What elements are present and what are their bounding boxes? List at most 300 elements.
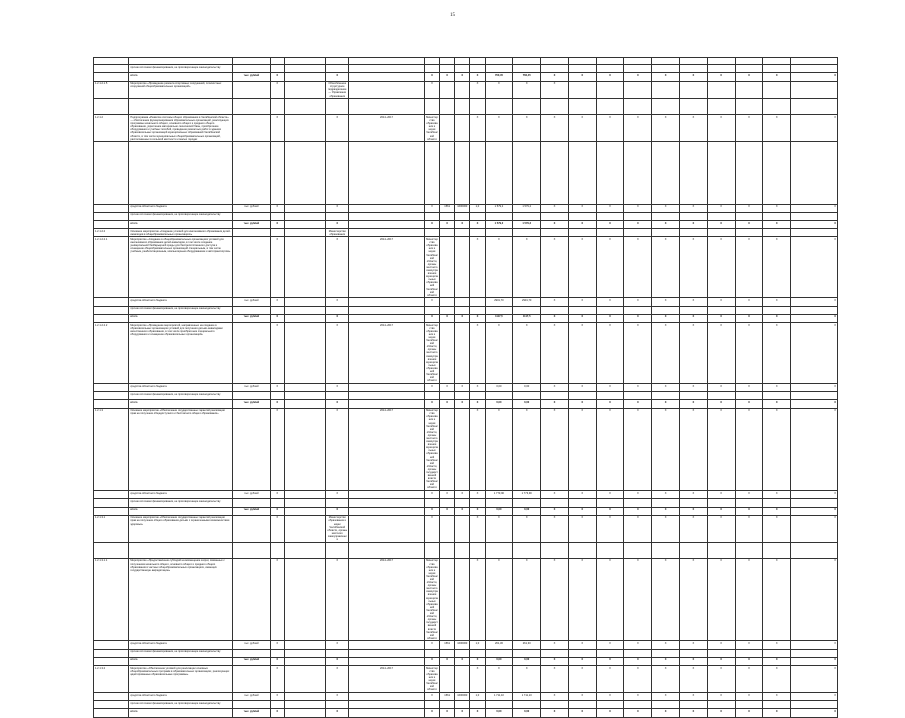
table-cell: Х (326, 657, 349, 665)
table-cell: Х (485, 515, 513, 542)
table-cell: Х (470, 491, 485, 499)
table-cell (541, 65, 569, 73)
table-cell (284, 142, 326, 204)
table-cell (232, 229, 270, 237)
table-cell (349, 298, 425, 306)
table-cell (652, 99, 680, 115)
table-cell: Х (326, 507, 349, 515)
table-cell (652, 81, 680, 99)
table-cell (596, 229, 624, 237)
table-cell: Х (707, 314, 735, 322)
table-cell: Х (470, 408, 485, 491)
table-cell (232, 58, 270, 65)
table-cell (424, 65, 439, 73)
table-cell (424, 99, 439, 115)
table-cell (680, 65, 708, 73)
table-cell: Х (735, 298, 763, 306)
table-cell (652, 65, 680, 73)
table-cell: Х (424, 515, 439, 542)
table-cell (541, 229, 569, 237)
table-cell: Х (326, 709, 349, 717)
table-cell (596, 701, 624, 709)
table-cell (513, 649, 541, 657)
table-cell (455, 81, 470, 99)
table-cell (284, 641, 326, 649)
table-cell (440, 306, 455, 314)
table-cell: 1 579,2 (513, 204, 541, 212)
table-cell: Х (707, 709, 735, 717)
table-cell (707, 229, 735, 237)
table-cell (440, 666, 455, 693)
table-cell: Х (735, 408, 763, 491)
table-cell (129, 99, 233, 115)
table-cell (284, 314, 326, 322)
table-cell: Х (791, 507, 838, 515)
table-cell: Х (791, 709, 838, 717)
table-cell (485, 142, 513, 204)
table-cell (94, 709, 129, 717)
table-row (94, 229, 838, 237)
table-cell: 0,00 (513, 709, 541, 717)
table-cell (349, 73, 425, 81)
table-cell (568, 81, 596, 99)
table-cell: Х (652, 408, 680, 491)
table-cell: Х (270, 709, 284, 717)
table-cell: Х (596, 692, 624, 700)
table-cell (791, 142, 838, 204)
table-cell: тыс. рублей (232, 692, 270, 700)
table-row (94, 58, 838, 65)
table-cell (680, 58, 708, 65)
table-cell: Х (596, 657, 624, 665)
table-cell: Х (680, 73, 708, 81)
table-cell: тыс. рублей (232, 73, 270, 81)
table-cell: средства областного бюджета (129, 491, 233, 499)
table-cell: Х (680, 692, 708, 700)
table-cell (349, 212, 425, 220)
table-cell (485, 65, 513, 73)
table-cell (541, 542, 569, 558)
table-cell: Х (652, 73, 680, 81)
table-cell: Х (424, 383, 439, 391)
table-cell: Х (624, 314, 652, 322)
table-cell: Х (541, 383, 569, 391)
table-row (94, 666, 838, 693)
table-cell: 0,00 (513, 383, 541, 391)
table-cell (707, 81, 735, 99)
table-cell (791, 701, 838, 709)
table-cell: Х (791, 515, 838, 542)
table-cell: 1,0 (470, 641, 485, 649)
table-cell: Х (763, 220, 791, 228)
table-cell (270, 499, 284, 507)
table-cell (707, 65, 735, 73)
table-cell (568, 542, 596, 558)
table-row (94, 491, 838, 499)
table-row (94, 237, 838, 298)
table-cell (94, 306, 129, 314)
table-cell: Мероприятие «Предоставление субсидий на возмещение затрат, связанных с получением начального общего, основного общего и среднего общего образования в частных общеобразовательных организациях, имеющих государственную аккредитацию» (129, 558, 233, 641)
table-cell (94, 400, 129, 408)
table-cell (424, 701, 439, 709)
table-cell: 0,00 (485, 383, 513, 391)
table-cell (652, 701, 680, 709)
table-cell: Х (424, 73, 439, 81)
table-cell: Х (470, 73, 485, 81)
table-cell: Х (455, 383, 470, 391)
table-cell: Х (568, 709, 596, 717)
table-cell (707, 306, 735, 314)
table-cell (440, 542, 455, 558)
table-cell: Х (707, 491, 735, 499)
table-cell: Х (485, 323, 513, 384)
table-cell (424, 392, 439, 400)
table-cell (284, 491, 326, 499)
table-cell: 1 773,90 (485, 491, 513, 499)
table-cell: итого (129, 657, 233, 665)
table-cell (624, 212, 652, 220)
table-cell: 1,0 (470, 692, 485, 700)
table-cell: Х (763, 204, 791, 212)
table-cell: Х (735, 491, 763, 499)
table-cell (232, 499, 270, 507)
table-cell: Х (680, 666, 708, 693)
table-cell (513, 306, 541, 314)
table-cell (284, 81, 326, 99)
table-cell: 261,30 (485, 641, 513, 649)
table-cell: Х (485, 115, 513, 142)
table-cell (455, 392, 470, 400)
table-cell: Х (424, 507, 439, 515)
table-row (94, 220, 838, 228)
table-cell: Х (596, 298, 624, 306)
table-cell: Х (568, 692, 596, 700)
table-cell: Х (440, 314, 455, 322)
table-cell: Х (596, 491, 624, 499)
table-cell: Х (424, 491, 439, 499)
table-cell (541, 99, 569, 115)
table-cell (735, 142, 763, 204)
table-cell (270, 701, 284, 709)
table-cell (440, 229, 455, 237)
table-cell (455, 499, 470, 507)
table-cell: Х (707, 323, 735, 384)
table-cell: Х (470, 507, 485, 515)
table-cell (596, 392, 624, 400)
table-cell: Х (568, 657, 596, 665)
table-cell: Х (270, 657, 284, 665)
table-cell (349, 99, 425, 115)
table-cell (707, 142, 735, 204)
table-cell (94, 142, 129, 204)
table-cell: Х (624, 400, 652, 408)
table-cell: Х (652, 558, 680, 641)
table-cell (94, 314, 129, 322)
table-cell (326, 142, 349, 204)
table-cell: Х (735, 314, 763, 322)
table-cell (596, 142, 624, 204)
table-cell: Х (485, 81, 513, 99)
table-cell (284, 408, 326, 491)
table-cell: Х (541, 204, 569, 212)
table-cell: Х (652, 383, 680, 391)
table-cell (485, 649, 513, 657)
table-cell (440, 212, 455, 220)
table-cell (284, 229, 326, 237)
table-cell (470, 499, 485, 507)
table-cell (763, 99, 791, 115)
table-cell (349, 65, 425, 73)
table-cell (568, 142, 596, 204)
table-cell: Х (791, 298, 838, 306)
table-cell (424, 542, 439, 558)
table-cell (596, 58, 624, 65)
table-cell: Х (735, 115, 763, 142)
table-cell: 1 773,90 (513, 491, 541, 499)
table-cell (349, 515, 425, 542)
table-cell: Х (624, 220, 652, 228)
table-cell (455, 237, 470, 298)
table-cell: Х (455, 507, 470, 515)
table-cell: Х (680, 400, 708, 408)
table-cell: Х (680, 237, 708, 298)
table-row (94, 649, 838, 657)
table-cell (455, 58, 470, 65)
table-cell (541, 392, 569, 400)
table-cell (232, 701, 270, 709)
table-cell: 1 579,2 (485, 204, 513, 212)
table-cell (94, 657, 129, 665)
table-cell: Х (568, 641, 596, 649)
table-cell: Х (513, 408, 541, 491)
table-row (94, 99, 838, 115)
table-cell (680, 229, 708, 237)
table-cell (624, 701, 652, 709)
table-cell (232, 666, 270, 693)
table-cell (284, 649, 326, 657)
table-cell (284, 392, 326, 400)
table-cell (424, 306, 439, 314)
table-cell (791, 392, 838, 400)
table-cell (763, 229, 791, 237)
table-cell: Х (270, 298, 284, 306)
table-cell (440, 392, 455, 400)
table-cell (440, 408, 455, 491)
table-cell: Х (541, 323, 569, 384)
table-cell (791, 212, 838, 220)
table-cell (791, 499, 838, 507)
table-cell (424, 212, 439, 220)
table-cell: Х (568, 507, 596, 515)
table-cell (284, 507, 326, 515)
table-cell: Х (326, 237, 349, 298)
table-cell: 1 579,2 (513, 220, 541, 228)
table-cell: Х (424, 692, 439, 700)
table-cell (470, 212, 485, 220)
table-cell (94, 73, 129, 81)
table-cell (284, 657, 326, 665)
table-cell (680, 701, 708, 709)
table-cell (596, 306, 624, 314)
table-cell: 760,45 (513, 73, 541, 81)
table-row (94, 65, 838, 73)
table-cell: Х (596, 314, 624, 322)
table-cell: Х (541, 641, 569, 649)
table-cell: Х (270, 383, 284, 391)
table-cell (326, 99, 349, 115)
table-cell (349, 507, 425, 515)
table-cell: Х (470, 666, 485, 693)
table-cell: 1.2.1.3.2 (94, 666, 129, 693)
table-cell (541, 306, 569, 314)
table-cell (455, 408, 470, 491)
table-cell (326, 542, 349, 558)
table-cell (735, 212, 763, 220)
table-cell: Х (624, 73, 652, 81)
table-cell: Х (470, 400, 485, 408)
table-cell: Х (568, 515, 596, 542)
table-cell: итого (129, 507, 233, 515)
table-row (94, 306, 838, 314)
table-cell (232, 237, 270, 298)
table-cell: средства областного бюджета (129, 383, 233, 391)
table-cell: Х (707, 298, 735, 306)
table-cell: Мероприятие «Проведение ремонта спортивных сооружений, плоскостных сооружений общеобразовательных организаций» (129, 81, 233, 99)
table-cell: 1 711,10 (513, 692, 541, 700)
table-cell: Х (763, 298, 791, 306)
table-cell: Х (624, 204, 652, 212)
table-cell (326, 58, 349, 65)
table-row (94, 142, 838, 204)
table-cell: Мероприятие «Обеспечение условий для реализации основных общеобразовательных программ в образовательных организациях, реализующих адаптированные образовательные программы» (129, 666, 233, 693)
table-cell (94, 491, 129, 499)
table-cell: Х (791, 491, 838, 499)
table-cell: Х (763, 400, 791, 408)
table-cell (284, 58, 326, 65)
table-cell (284, 515, 326, 542)
table-cell: Х (707, 220, 735, 228)
table-cell (652, 58, 680, 65)
table-cell: Х (791, 204, 838, 212)
table-cell (349, 204, 425, 212)
table-cell: Х (624, 657, 652, 665)
table-cell: Х (791, 558, 838, 641)
table-cell: Х (596, 515, 624, 542)
table-cell: 0,00 (513, 400, 541, 408)
table-cell (513, 229, 541, 237)
table-cell: Х (513, 115, 541, 142)
table-cell: 760,45 (485, 73, 513, 81)
table-cell (94, 641, 129, 649)
table-cell (424, 229, 439, 237)
table-cell (94, 212, 129, 220)
table-cell: 1606063 (455, 692, 470, 700)
table-cell: Х (763, 692, 791, 700)
table-cell (513, 701, 541, 709)
table-cell: Х (596, 323, 624, 384)
table-cell: 0,00 (513, 507, 541, 515)
table-cell: Х (624, 408, 652, 491)
table-cell: Х (568, 220, 596, 228)
table-cell: Х (596, 237, 624, 298)
table-cell: Х (680, 115, 708, 142)
table-cell (284, 65, 326, 73)
table-cell: 2014–2017 (349, 558, 425, 641)
table-cell: Х (568, 323, 596, 384)
table-cell (129, 542, 233, 558)
table-cell: Х (652, 709, 680, 717)
table-row (94, 314, 838, 322)
table-cell (94, 392, 129, 400)
table-cell (763, 306, 791, 314)
table-cell: Министерство образования (326, 229, 349, 237)
table-cell: Х (596, 204, 624, 212)
table-cell: Х (541, 709, 569, 717)
table-cell (596, 81, 624, 99)
table-cell: Х (541, 491, 569, 499)
table-cell (455, 558, 470, 641)
table-cell: Х (270, 314, 284, 322)
table-cell (763, 81, 791, 99)
table-cell (513, 142, 541, 204)
table-cell (485, 542, 513, 558)
table-cell (513, 392, 541, 400)
table-cell (455, 701, 470, 709)
table-cell: Х (513, 323, 541, 384)
table-cell: прочие источники финансирования, не противоречащие законодательству (129, 65, 233, 73)
table-cell: Х (624, 298, 652, 306)
table-cell (284, 237, 326, 298)
table-cell: Х (624, 115, 652, 142)
table-cell (326, 392, 349, 400)
table-cell (763, 142, 791, 204)
table-cell: Х (596, 709, 624, 717)
table-cell (440, 237, 455, 298)
table-cell (680, 99, 708, 115)
table-cell (349, 306, 425, 314)
table-cell (763, 649, 791, 657)
table-cell (791, 81, 838, 99)
table-cell (470, 229, 485, 237)
table-cell: итого (129, 400, 233, 408)
table-cell (707, 99, 735, 115)
table-cell (763, 499, 791, 507)
table-cell: Х (596, 383, 624, 391)
table-cell: 2014–2017 (349, 666, 425, 693)
table-cell: Х (680, 491, 708, 499)
table-cell (455, 666, 470, 693)
table-cell (284, 701, 326, 709)
table-cell (624, 649, 652, 657)
table-cell: Х (470, 237, 485, 298)
table-cell: средства областного бюджета (129, 692, 233, 700)
table-cell: Х (270, 408, 284, 491)
table-cell: Х (541, 237, 569, 298)
table-cell (284, 212, 326, 220)
table-cell: тыс. рублей (232, 491, 270, 499)
table-row (94, 499, 838, 507)
table-cell (735, 701, 763, 709)
table-cell (707, 701, 735, 709)
table-cell: Х (791, 314, 838, 322)
table-cell: Х (791, 73, 838, 81)
table-row (94, 709, 838, 717)
table-cell: Х (652, 314, 680, 322)
table-cell: Х (652, 692, 680, 700)
table-row (94, 400, 838, 408)
table-cell: Х (735, 73, 763, 81)
table-cell: 1.2.1.3 (94, 408, 129, 491)
